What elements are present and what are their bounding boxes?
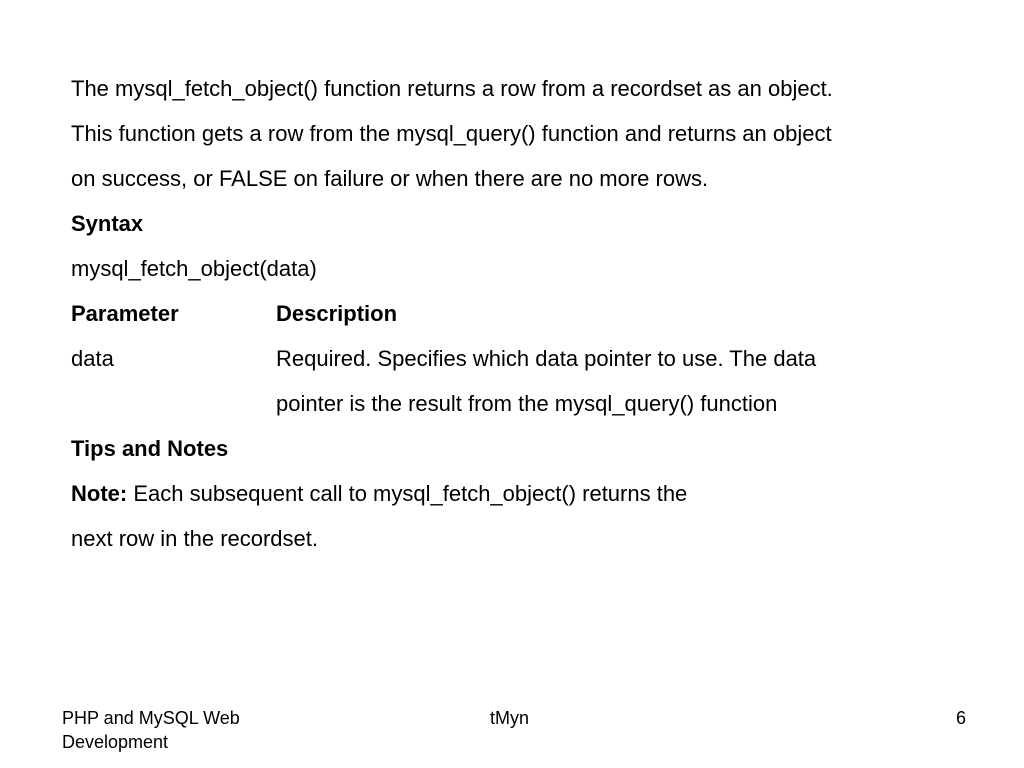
syntax-heading: Syntax [71, 211, 144, 236]
params-table-header [71, 291, 991, 336]
note-line-2: next row in the recordset. [71, 526, 319, 551]
param-name: data [71, 346, 114, 371]
footer-course-title: PHP and MySQL Web Development [62, 708, 240, 752]
param-column-header: Parameter [71, 301, 179, 326]
params-table-row-continued [71, 381, 991, 426]
note-line-1 [71, 471, 991, 516]
params-table-row [71, 336, 991, 381]
syntax-code: mysql_fetch_object(data) [71, 256, 317, 281]
intro-line-2: This function gets a row from the mysql_query() function and returns an object [71, 121, 832, 146]
slide-content [71, 66, 991, 561]
intro-line-1: The mysql_fetch_object() function returns a row from a recordset as an object. [71, 76, 833, 101]
footer-page-number: 6 [955, 708, 966, 728]
param-description-line-2: pointer is the result from the mysql_query() function [276, 391, 778, 416]
tips-heading: Tips and Notes [71, 436, 229, 461]
description-column-header: Description [276, 301, 398, 326]
note-label: Note: [71, 481, 128, 506]
param-description-line-1: Required. Specifies which data pointer to use. The data [276, 346, 817, 371]
footer-author: tMyn [490, 708, 530, 728]
param-name-empty [71, 381, 276, 426]
intro-line-3: on success, or FALSE on failure or when there are no more rows. [71, 166, 709, 191]
note-text: Each subsequent call to mysql_fetch_object() returns the [127, 481, 688, 506]
